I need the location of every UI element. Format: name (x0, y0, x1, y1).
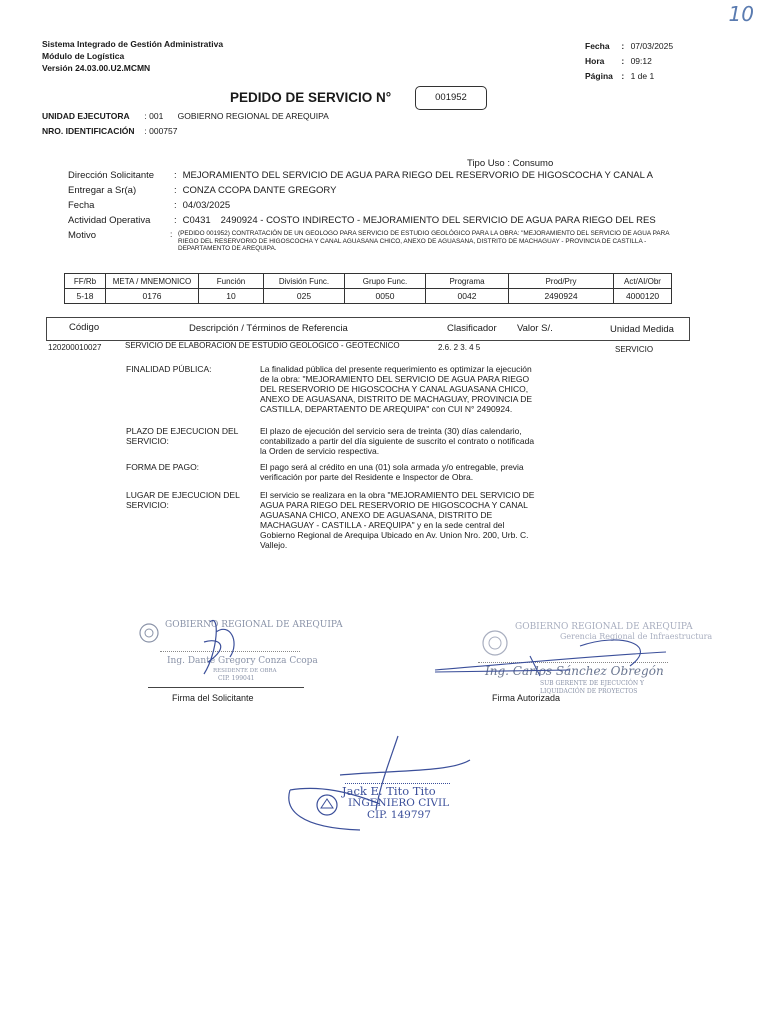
right-stamp-sub: Gerencia Regional de Infraestructura (560, 632, 713, 641)
document-title: PEDIDO DE SERVICIO N° (230, 90, 392, 105)
left-stamp-role: RESIDENTE DE OBRA (213, 668, 277, 674)
unidad-ejecutora-row: UNIDAD EJECUTORA : 001 GOBIERNO REGIONAL DE AREQUIPA (42, 111, 329, 121)
detail-label: FINALIDAD PÚBLICA: (126, 364, 212, 374)
detail-label: LUGAR DE EJECUCION DEL SERVICIO: (126, 490, 240, 510)
col-codigo: Código (69, 322, 100, 333)
items-header (46, 317, 690, 341)
version: Versión 24.03.00.U2.MCMN (42, 63, 151, 73)
actividad-label: Actividad Operativa (68, 215, 151, 226)
bottom-stamp-name: Jack E. Tito Tito (342, 784, 436, 798)
budget-cell: 0042 (426, 289, 509, 304)
budget-header: FF/Rb (65, 274, 106, 289)
fecha-row: Fecha : 04/03/2025 (68, 200, 231, 211)
item-clasificador: 2.6. 2 3. 4 5 (438, 343, 481, 352)
budget-cell: 2490924 (509, 289, 614, 304)
actividad-value: 2490924 - COSTO INDIRECTO - MEJORAMIENTO DEL SERVICIO DE AGUA PARA RIEGO DEL RES (220, 215, 656, 226)
regional-seal-icon (138, 622, 160, 644)
left-stamp-cip: CIP. 199041 (218, 675, 255, 682)
print-meta: Fecha : 07/03/2025 Hora : 09:12 Página : 1 de 1 (585, 41, 674, 81)
tipo-uso-row: Tipo Uso : Consumo (467, 158, 554, 169)
left-signature-icon (190, 612, 260, 692)
hora-value: 09:12 (630, 56, 652, 66)
budget-cell: 025 (264, 289, 345, 304)
hora-label: Hora (585, 56, 605, 66)
detail-text: La finalidad pública del presente requerimiento es optimizar la ejecución de la obra: "MEJORAMIENTO DEL SERVICIO DE AGUA PARA RIEGO DEL RESERVORIO DE HIGOSCOCHA Y CANAL AGUASANA CHICO, ANEXO DE AGUASANA, DISTRITO DE MACHAGUAY, PROVINCIA DE CASTILLA, DEPARTAENTO DE AREQUIPA" con CUI N° 2490924. (260, 364, 533, 414)
unidad-code: 001 (149, 111, 164, 121)
tipo-uso-label: Tipo Uso (467, 158, 505, 169)
fecha-value: 07/03/2025 (630, 41, 674, 51)
detail-label: FORMA DE PAGO: (126, 462, 200, 472)
fecha-field-value: 04/03/2025 (182, 200, 231, 211)
right-stamp-role2: LIQUIDACIÓN DE PROYECTOS (540, 688, 638, 695)
right-stamp-org: GOBIERNO REGIONAL DE AREQUIPA (515, 622, 693, 632)
budget-row (65, 289, 672, 304)
unidad-name: GOBIERNO REGIONAL DE AREQUIPA (177, 111, 329, 121)
direccion-row: Dirección Solicitante : MEJORAMIENTO DEL SERVICIO DE AGUA PARA RIEGO DEL RESERVORIO DE HIGOSCOCHA Y CANAL A (68, 170, 654, 181)
actividad-row: Actividad Operativa : C0431 2490924 - COSTO INDIRECTO - MEJORAMIENTO DEL SERVICIO DE AGUA PARA RIEGO DEL RES (68, 215, 656, 226)
handwritten-page-number: 10 (728, 2, 754, 26)
identificacion-label: NRO. IDENTIFICACIÓN (42, 126, 135, 136)
direccion-value: MEJORAMIENTO DEL SERVICIO DE AGUA PARA RIEGO DEL RESERVORIO DE HIGOSCOCHA Y CANAL A (182, 170, 654, 181)
budget-cell: 0050 (345, 289, 426, 304)
budget-cell: 10 (199, 289, 264, 304)
fecha-field-label: Fecha (68, 200, 95, 211)
system-info (42, 38, 223, 74)
left-signature-line (148, 687, 304, 688)
identificacion-row: NRO. IDENTIFICACIÓN : 000757 (42, 126, 178, 136)
budget-cell: 0176 (106, 289, 199, 304)
item-unidad: SERVICIO (615, 345, 654, 354)
left-stamp-name: Ing. Dante Gregory Conza Ccopa (167, 656, 318, 666)
budget-header: Grupo Func. (345, 274, 426, 289)
item-descripcion: SERVICIO DE ELABORACION DE ESTUDIO GEOLOGICO - GEOTECNICO (125, 341, 400, 350)
detail-text: El pago será al crédito en una (01) sola armada y/o entregable, previa verificación por parte del Residente e Inspector de Obra. (260, 462, 524, 482)
direccion-label: Dirección Solicitante (68, 170, 155, 181)
budget-header: División Func. (264, 274, 345, 289)
right-stamp-name: Ing. Carlos Sánchez Obregón (485, 664, 664, 678)
right-stamp-role1: SUB GERENTE DE EJECUCIÓN Y (540, 680, 645, 687)
budget-cell: 4000120 (614, 289, 672, 304)
actividad-code: C0431 (182, 215, 211, 226)
order-number-box: 001952 (415, 86, 487, 110)
col-unidad: Unidad Medida (610, 324, 674, 335)
detail-label: PLAZO DE EJECUCION DEL SERVICIO: (126, 426, 239, 446)
right-signature-caption: Firma Autorizada (492, 693, 561, 703)
budget-header: Función (199, 274, 264, 289)
tipo-uso-value: Consumo (512, 158, 554, 169)
pagina-value: 1 de 1 (630, 71, 655, 81)
engineer-seal-icon (315, 793, 339, 817)
budget-header: Act/AI/Obr (614, 274, 672, 289)
entregar-row: Entregar a Sr(a) : CONZA CCOPA DANTE GREGORY (68, 185, 337, 196)
fecha-label: Fecha (585, 41, 610, 51)
col-descripcion: Descripción / Términos de Referencia (189, 323, 348, 334)
entregar-label: Entregar a Sr(a) (68, 185, 137, 196)
budget-header: Prod/Pry (509, 274, 614, 289)
system-name: Sistema Integrado de Gestión Administrativa (42, 39, 224, 49)
detail-text: El plazo de ejecución del servicio sera de treinta (30) días calendario, contabilizado a partir del día siguiente de suscrito el contrato o notificada la Orden de servicio respectiva. (260, 426, 535, 456)
col-clasificador: Clasificador (447, 323, 497, 334)
identificacion-value: 000757 (149, 126, 178, 136)
item-codigo: 120200010027 (48, 343, 102, 352)
left-signature-caption: Firma del Solicitante (172, 693, 254, 703)
pagina-label: Página (585, 71, 613, 81)
budget-header: META / MNEMONICO (106, 274, 199, 289)
budget-header-row (65, 274, 672, 289)
budget-cell: 5-18 (65, 289, 106, 304)
detail-text: El servicio se realizara en la obra "MEJORAMIENTO DEL SERVICIO DE AGUA PARA RIEGO DEL RESERVORIO DE HIGOSCOCHA Y CANAL AGUASANA CHICO, ANEXO DE AGUASANA, DISTRITO DE MACHAGUAY - CASTILLA - AREQUIPA" y en la sede central del Gobierno Regional de Arequipa Ubicado en Av. Union Nro. 200, Urb. C. Vallejo. (260, 490, 535, 550)
bottom-stamp-title: INGENIERO CIVIL (348, 797, 450, 809)
motivo-label: Motivo (68, 230, 96, 241)
budget-header: Programa (426, 274, 509, 289)
entregar-value: CONZA CCOPA DANTE GREGORY (182, 185, 337, 196)
col-valor: Valor S/. (517, 323, 553, 334)
motivo-value: (PEDIDO 001952) CONTRATACIÓN DE UN GEOLOGO PARA SERVICIO DE ESTUDIO GEOLÓGICO PARA LA OBRA: "MEJORAMIENTO DEL SERVICIO DE AGUA PARA RIEGO DEL RESERVORIO DE HIGOSCOCHA Y CANAL AGUASANA CHICO, ANEXO DE AGUASANA, DISTRITO DE MACHAGUAY - PROVINCIA DE CASTILLA - DEPARTAMENTO DE AREQUIPA. (178, 230, 670, 253)
unidad-label: UNIDAD EJECUTORA (42, 111, 130, 121)
budget-table (64, 273, 672, 304)
module-name: Módulo de Logística (42, 51, 125, 61)
bottom-stamp-cip: CIP. 149797 (367, 809, 431, 821)
left-stamp-org: GOBIERNO REGIONAL DE AREQUIPA (165, 620, 343, 630)
right-signature-icon (430, 626, 670, 686)
